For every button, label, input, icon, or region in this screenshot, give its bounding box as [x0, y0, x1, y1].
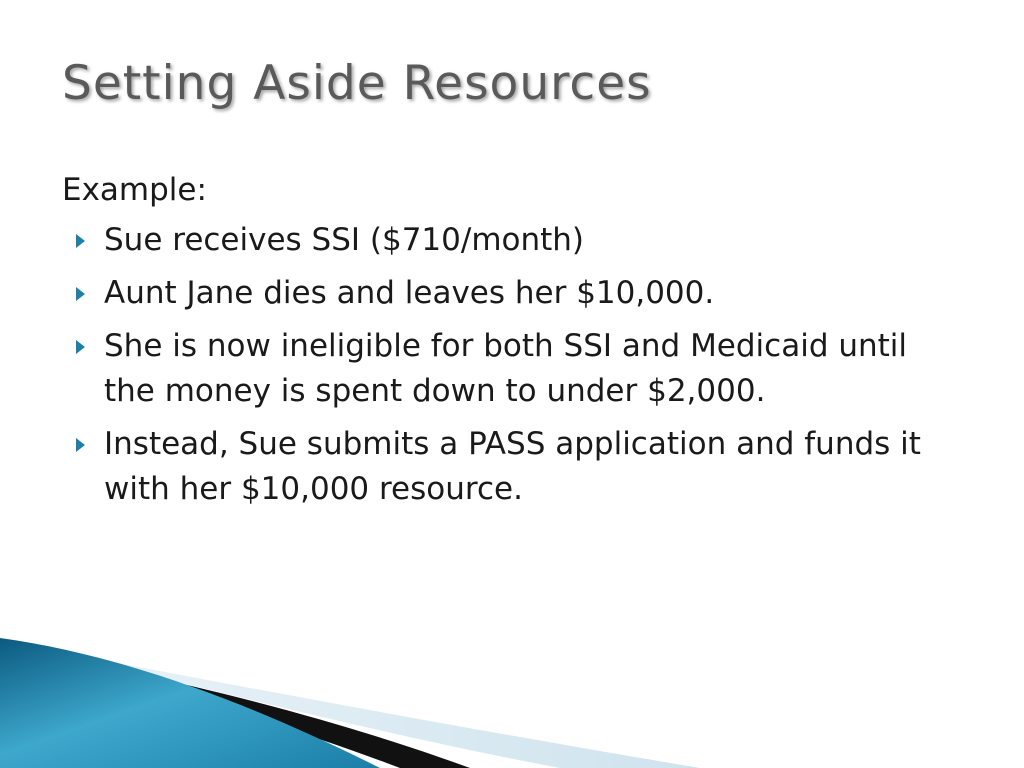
- bullet-list: [62, 218, 962, 512]
- bullet-text: Instead, Sue submits a PASS application and funds it with her $10,000 resource.: [104, 426, 921, 507]
- triangle-bullet-icon: [76, 287, 85, 301]
- bullet-text: Aunt Jane dies and leaves her $10,000.: [104, 275, 715, 311]
- slide-title: Setting Aside Resources: [62, 56, 652, 111]
- bullet-item: [62, 324, 962, 414]
- bullet-text: Sue receives SSI ($710/month): [104, 222, 585, 258]
- triangle-bullet-icon: [76, 340, 85, 354]
- triangle-bullet-icon: [76, 438, 85, 452]
- triangle-bullet-icon: [76, 234, 85, 248]
- bullet-text: She is now ineligible for both SSI and Medicaid until the money is spent down to under $2,000.: [104, 328, 908, 409]
- decorative-wave-footer: [0, 638, 1024, 768]
- intro-text: Example:: [62, 172, 207, 208]
- bullet-item: [62, 271, 962, 316]
- bullet-item: [62, 218, 962, 263]
- bullet-item: [62, 422, 962, 512]
- slide-body: [62, 168, 962, 520]
